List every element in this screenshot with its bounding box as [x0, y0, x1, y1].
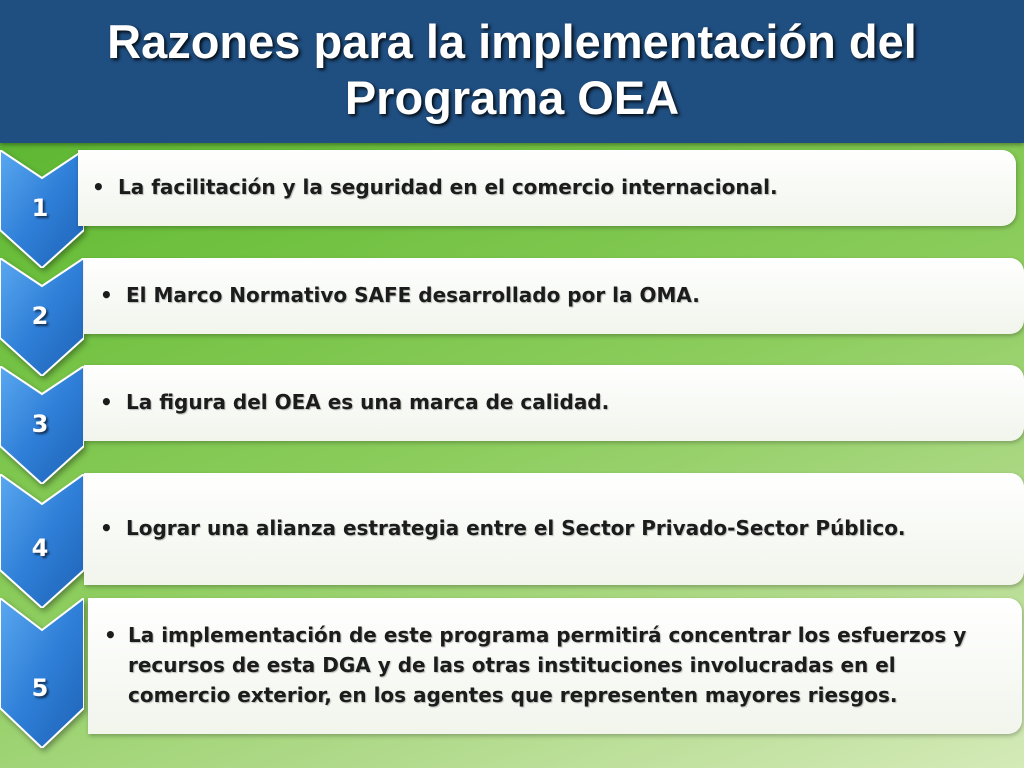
slide-title-line-1: Razones para la implementación del — [107, 15, 917, 68]
step-number: 3 — [31, 410, 49, 438]
title-banner — [0, 0, 1024, 143]
step-text: Lograr una alianza estrategia entre el Sector Privado-Sector Público. — [126, 516, 906, 540]
step-number: 2 — [31, 302, 49, 330]
bullet-icon: • — [100, 283, 113, 307]
step-card — [78, 150, 1016, 226]
bullet-icon: • — [100, 516, 113, 540]
step-number: 1 — [31, 194, 49, 222]
bullet-icon: • — [104, 623, 117, 647]
step-number: 4 — [31, 534, 49, 562]
step-card — [84, 473, 1024, 585]
step-text-line-3: comercio exterior, en los agentes que representen mayores riesgos. — [128, 683, 898, 707]
chevron-down-arrow-icon — [0, 598, 84, 748]
bullet-icon: • — [100, 390, 113, 414]
bullet-icon: • — [92, 175, 105, 199]
step-card — [84, 258, 1024, 334]
step-text: El Marco Normativo SAFE desarrollado por la OMA. — [126, 283, 700, 307]
step-text — [128, 620, 1018, 710]
step-text-line-2: recursos de esta DGA y de las otras instituciones involucradas en el — [128, 653, 896, 677]
step-text: La facilitación y la seguridad en el comercio internacional. — [118, 175, 778, 199]
step-card — [88, 598, 1022, 734]
step-text-line-1: La implementación de este programa permitirá concentrar los esfuerzos y — [128, 623, 967, 647]
slide-title-line-2: Programa OEA — [344, 71, 680, 124]
step-text: La figura del OEA es una marca de calidad. — [126, 390, 610, 414]
step-number: 5 — [31, 674, 49, 702]
step-card — [84, 365, 1024, 441]
slide-title — [0, 14, 1024, 126]
